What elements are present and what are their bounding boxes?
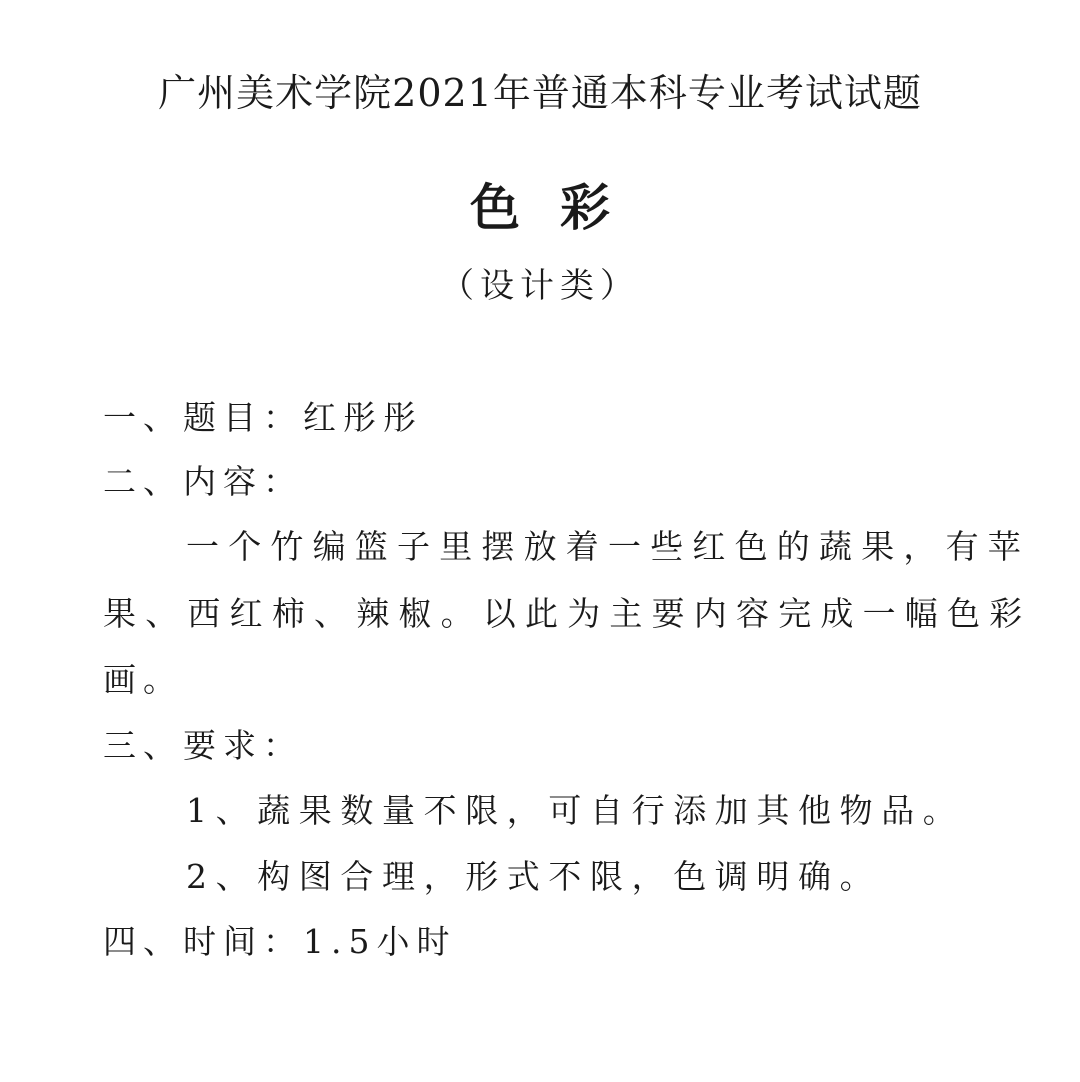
content-paragraph-line-2: 果、西红柿、辣椒。以此为主要内容完成一幅色彩 (103, 594, 1032, 633)
content-paragraph-line-3: 画。 (103, 660, 183, 699)
exam-header: 广州美术学院2021年普通本科专业考试试题 (158, 71, 922, 115)
topic-line: 一、题目：红彤彤 (103, 398, 423, 437)
subject-title: 色彩 (470, 178, 650, 237)
content-heading: 二、内容： (103, 462, 303, 501)
category-label: （设计类） (440, 266, 640, 306)
requirements-heading: 三、要求： (103, 726, 303, 765)
requirement-item-1: 1、蔬果数量不限，可自行添加其他物品。 (186, 791, 965, 830)
time-line: 四、时间：1.5小时 (103, 922, 457, 961)
requirement-item-2: 2、构图合理，形式不限，色调明确。 (186, 857, 882, 896)
content-paragraph-line-1: 一个竹编篮子里摆放着一些红色的蔬果，有苹 (186, 527, 1030, 566)
